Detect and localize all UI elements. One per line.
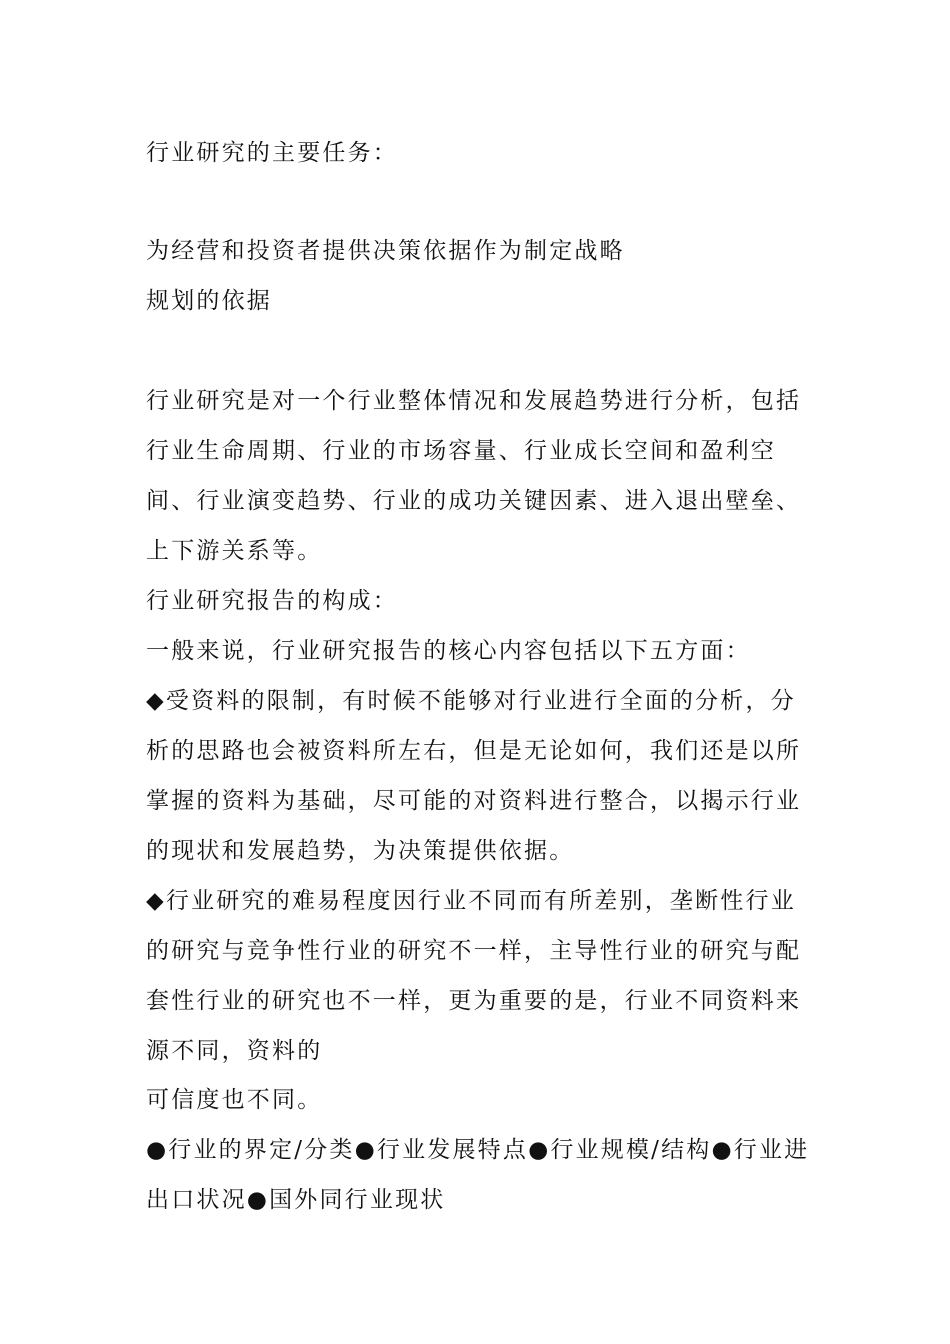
bullet-paragraph-2: ◆行业研究的难易程度因行业不同而有所差别，垄断性行业的研究与竞争性行业的研究不一样，主导性行业的研究与配套性行业的研究也不一样，更为重要的是，行业不同资料来源不同，资料的 — [146, 888, 802, 1064]
tasks-paragraph — [146, 226, 812, 326]
heading-report-structure: 行业研究报告的构成： — [146, 588, 398, 614]
items-list: ●行业的界定/分类●行业发展特点●行业规模/结构●行业进出口状况●国外同行业现状 — [146, 1137, 810, 1213]
tasks-line-1: 为经营和投资者提供决策依据作为制定战略 — [146, 238, 625, 264]
structure-intro: 一般来说，行业研究报告的核心内容包括以下五方面： — [146, 638, 751, 664]
bullet-paragraph-2-continued: 可信度也不同。 — [146, 1087, 323, 1113]
intro-paragraph: 行业研究是对一个行业整体情况和发展趋势进行分析，包括行业生命周期、行业的市场容量、行业成长空间和盈利空间、行业演变趋势、行业的成功关键因素、进入退出壁垒、上下游关系等。 — [146, 388, 802, 564]
tasks-line-2: 规划的依据 — [146, 288, 272, 314]
heading-main-tasks: 行业研究的主要任务： — [146, 140, 398, 166]
bullet-paragraph-1: ◆受资料的限制，有时候不能够对行业进行全面的分析，分析的思路也会被资料所左右，但是无论如何，我们还是以所掌握的资料为基础，尽可能的对资料进行整合，以揭示行业的现状和发展趋势，为决策提供依据。 — [146, 688, 802, 864]
